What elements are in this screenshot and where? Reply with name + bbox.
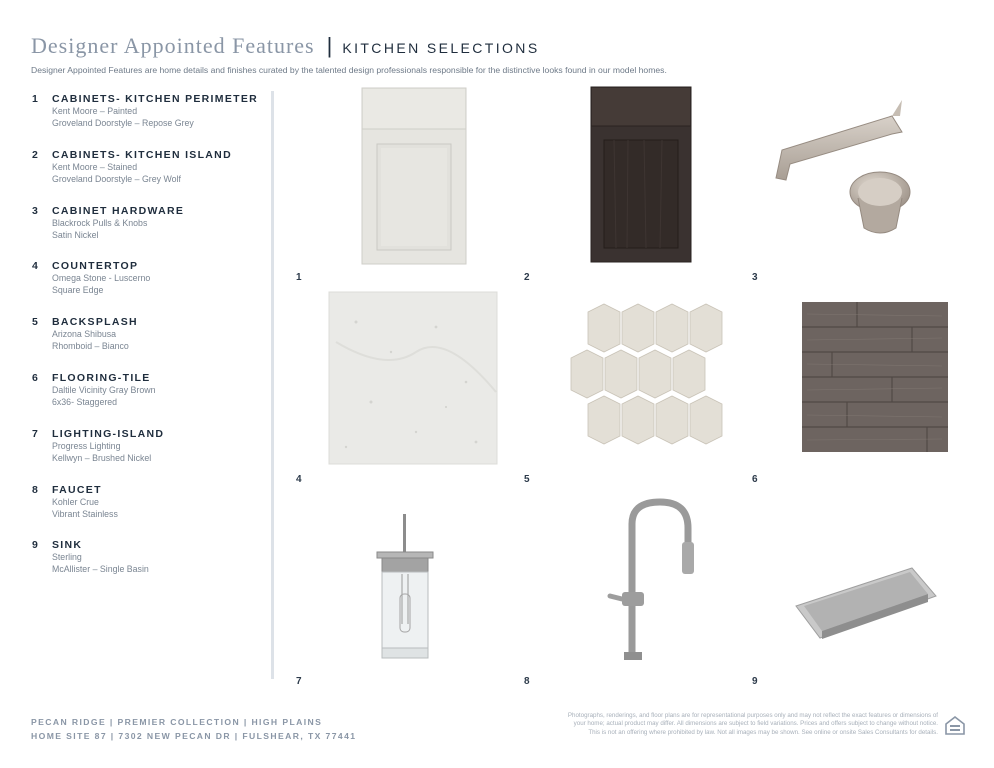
disclaimer-line: This is not an offering where prohibited by law. Not all images may be shown. See online or onsite Sales Consultants for details.	[588, 728, 938, 736]
selection-number: 8	[32, 483, 40, 496]
selection-item	[32, 205, 262, 261]
selection-number: 3	[32, 204, 40, 217]
community-info	[31, 716, 356, 743]
painted-cabinet-door-image	[296, 80, 524, 283]
faucet-image	[524, 484, 752, 687]
selection-detail: Vibrant Stainless	[52, 508, 118, 519]
image-number: 3	[752, 272, 758, 283]
image-number: 8	[524, 676, 530, 687]
image-cell-4	[296, 282, 524, 485]
selection-title: LIGHTING-ISLAND	[52, 427, 165, 440]
image-cell-2	[524, 80, 752, 283]
page-title: Designer Appointed Features	[31, 33, 315, 58]
title-separator: |	[326, 33, 333, 58]
image-number: 9	[752, 676, 758, 687]
image-number: 2	[524, 272, 530, 283]
image-cell-6	[752, 282, 980, 485]
intro-text: Designer Appointed Features are home details and finishes curated by the talented design professionals responsible for the distinctive looks found in our model homes.	[31, 65, 667, 75]
selection-number: 5	[32, 316, 40, 329]
selection-detail: Square Edge	[52, 285, 104, 296]
selection-detail: Daltile Vicinity Gray Brown	[52, 384, 156, 395]
selection-title: CABINETS- KITCHEN ISLAND	[52, 148, 232, 161]
title-row	[31, 33, 971, 59]
selection-detail: 6x36- Staggered	[52, 396, 118, 407]
selection-detail: Kent Moore – Painted	[52, 106, 138, 116]
selection-title: COUNTERTOP	[52, 260, 139, 273]
selection-number: 1	[32, 93, 40, 105]
selection-detail: Kent Moore – Stained	[52, 161, 138, 172]
image-number: 5	[524, 474, 530, 485]
equal-housing-icon	[944, 714, 966, 736]
image-number: 6	[752, 474, 758, 485]
image-number: 7	[296, 676, 302, 687]
selection-item	[32, 260, 262, 316]
selection-title: BACKSPLASH	[52, 316, 138, 329]
selection-title: CABINETS- KITCHEN PERIMETER	[52, 93, 259, 105]
selection-detail: Rhomboid – Bianco	[52, 341, 129, 352]
selection-number: 4	[32, 260, 40, 273]
community-line: PECAN RIDGE | PREMIER COLLECTION | HIGH PLAINS	[31, 717, 323, 727]
pendant-light-image	[296, 484, 524, 687]
selection-detail: Kellwyn – Brushed Nickel	[52, 452, 152, 463]
disclaimer-line: Photographs, renderings, and floor plans are for representational purposes only and may not reflect the exact features or dimensions of	[567, 712, 938, 719]
selection-detail: Arizona Shibusa	[52, 329, 117, 340]
selection-list	[32, 93, 262, 595]
countertop-sample-image	[296, 282, 524, 485]
address-line: HOME SITE 87 | 7302 NEW PECAN DR | FULSHEAR, TX 77441	[31, 730, 357, 741]
selection-detail: Sterling	[52, 552, 82, 563]
selection-title: SINK	[52, 539, 83, 552]
image-cell-5	[524, 282, 752, 485]
selection-number: 6	[32, 371, 40, 384]
disclaimer	[498, 712, 938, 737]
cabinet-hardware-image	[752, 80, 980, 283]
selection-item	[32, 93, 262, 149]
image-number: 1	[296, 272, 302, 283]
selection-number: 7	[32, 427, 40, 440]
selection-title: FAUCET	[52, 483, 102, 496]
selection-item	[32, 428, 262, 484]
selection-number: 9	[32, 539, 40, 552]
selection-detail: Omega Stone - Luscerno	[52, 273, 151, 284]
image-cell-9	[752, 484, 980, 687]
flooring-tile-image	[752, 282, 980, 485]
sink-image	[752, 484, 980, 687]
selection-number: 2	[32, 148, 40, 161]
selection-item	[32, 372, 262, 428]
selection-title: CABINET HARDWARE	[52, 204, 185, 217]
vertical-divider	[271, 91, 274, 679]
selection-detail: Blackrock Pulls & Knobs	[52, 217, 148, 228]
selection-detail: Progress Lighting	[52, 440, 121, 451]
page-header	[31, 33, 971, 75]
selection-detail: Satin Nickel	[52, 229, 99, 240]
backsplash-tile-image	[524, 282, 752, 485]
stained-cabinet-door-image	[524, 80, 752, 283]
selection-item	[32, 484, 262, 540]
selection-item	[32, 316, 262, 372]
image-cell-8	[524, 484, 752, 687]
image-cell-7	[296, 484, 524, 687]
selection-detail: Groveland Doorstyle – Grey Wolf	[52, 173, 181, 184]
selection-title: FLOORING-TILE	[52, 371, 151, 384]
image-number: 4	[296, 474, 302, 485]
selection-item	[32, 149, 262, 205]
selection-item	[32, 539, 262, 595]
selection-detail: Kohler Crue	[52, 496, 99, 507]
image-cell-3	[752, 80, 980, 283]
selection-detail: McAllister – Single Basin	[52, 564, 149, 575]
page-subtitle: KITCHEN SELECTIONS	[342, 40, 540, 56]
image-cell-1	[296, 80, 524, 283]
selection-detail: Groveland Doorstyle – Repose Grey	[52, 118, 194, 128]
disclaimer-line: your home; actual product may differ. All dimensions are subject to field variations. Prices and offers subject to change without notice.	[573, 720, 938, 728]
